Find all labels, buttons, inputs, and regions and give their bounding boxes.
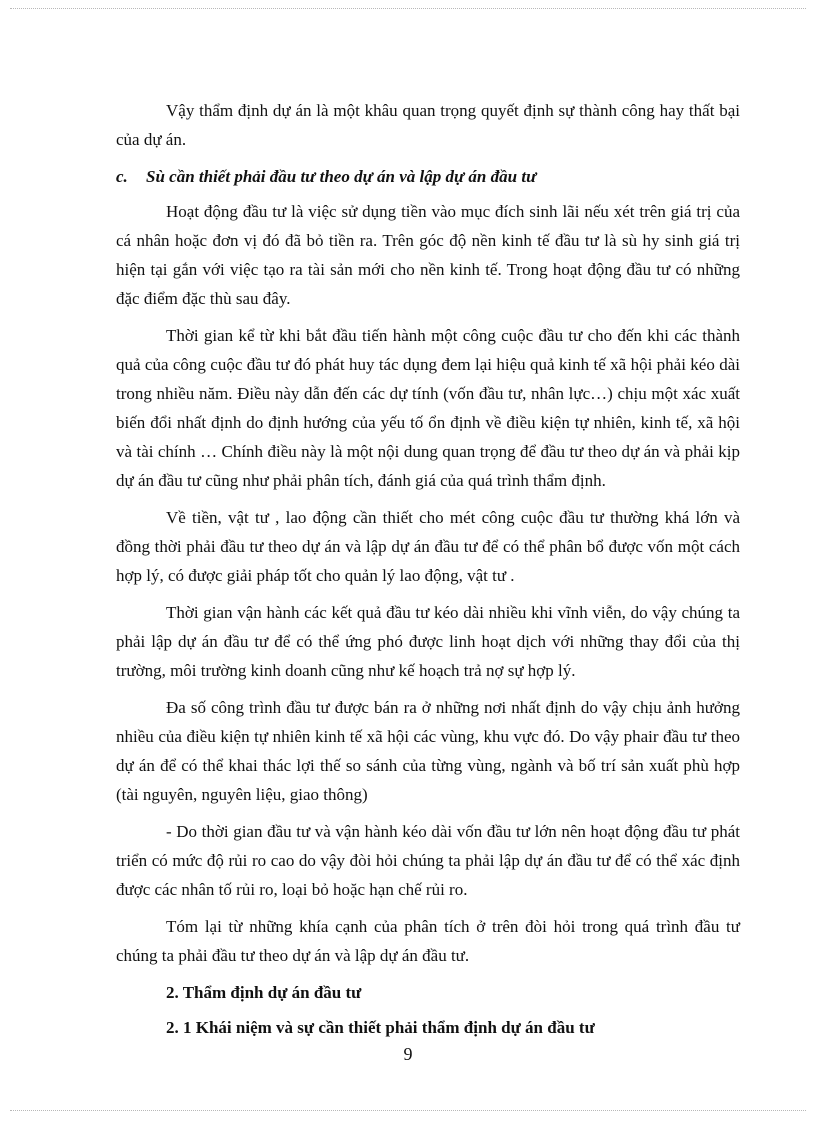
paragraph-1: Vậy thẩm định dự án là một khâu quan trọng quyết định sự thành công hay thất bại của dự án. bbox=[116, 101, 740, 149]
paragraph-8: Tóm lại từ những khía cạnh của phân tích ở trên đòi hỏi trong quá trình đầu tư chúng ta phải đầu tư theo dự án và lập dự án đầu tư. bbox=[116, 917, 740, 965]
paragraph-2: Hoạt động đầu tư là việc sử dụng tiền vào mục đích sinh lãi nếu xét trên giá trị của cá nhân hoặc đơn vị đó đã bỏ tiền ra. Trên góc độ nền kinh tế đầu tư là sù hy sinh giá trị hiện tại gắn với việc tạo ra tài sản mới cho nền kinh tế. Trong hoạt động đầu tư có những đặc điểm đặc thù sau đây. bbox=[116, 202, 740, 308]
subheading-marker: c. bbox=[116, 167, 128, 186]
paragraph-4: Về tiền, vật tư , lao động cần thiết cho mét công cuộc đầu tư thường khá lớn và đồng thời phải đầu tư theo dự án và lập dự án đầu tư để có thể phân bổ được vốn một cách hợp lý, có được giải pháp tốt cho quản lý lao động, vật tư . bbox=[116, 508, 740, 585]
page-number: 9 bbox=[403, 1044, 413, 1064]
subheading-text: Sù cần thiết phải đầu tư theo dự án và lập dự án đầu tư bbox=[146, 167, 537, 186]
paragraph-5: Thời gian vận hành các kết quả đầu tư kéo dài nhiều khi vĩnh viễn, do vậy chúng ta phải lập dự án đầu tư để có thể ứng phó được linh hoạt dịch với những thay đổi của thị trường, môi trường kinh doanh cũng như kế hoạch trả nợ sự hợp lý. bbox=[116, 603, 740, 680]
paragraph-6: Đa số công trình đầu tư được bán ra ở những nơi nhất định do vậy chịu ảnh hưởng nhiều của điều kiện tự nhiên kinh tế xã hội các vùng, khu vực đó. Do vậy phair đầu tư theo dự án để có thể khai thác lợi thế so sánh của từng vùng, ngành và bố trí sản xuất phù hợp (tài nguyên, nguyên liệu, giao thông) bbox=[116, 698, 740, 804]
paragraph-3: Thời gian kể từ khi bắt đầu tiến hành một công cuộc đầu tư cho đến khi các thành quả của công cuộc đầu tư đó phát huy tác dụng đem lại hiệu quả kinh tế xã hội phải kéo dài trong nhiều năm. Điều này dẫn đến các dự tính (vốn đầu tư, nhân lực…) chịu một xác xuất biến đổi nhất định do định hướng của yếu tố ổn định về điều kiện tự nhiên, kinh tế, xã hội và tài chính … Chính điều này là một nội dung quan trọng để đầu tư theo dự án và phải kịp dự án đầu tư cũng như phải phân tích, đánh giá của quá trình thẩm định. bbox=[116, 326, 740, 490]
paragraph-7: - Do thời gian đầu tư và vận hành kéo dài vốn đầu tư lớn nên hoạt động đầu tư phát triển có mức độ rủi ro cao do vậy đòi hỏi chúng ta phải lập dự án đầu tư để có thể xác định được các nhân tố rủi ro, loại bỏ hoặc hạn chế rủi ro. bbox=[116, 822, 740, 899]
subheading-c bbox=[116, 162, 740, 191]
bottom-dotted-border bbox=[10, 1110, 806, 1111]
section-heading-2-1: 2. 1 Khái niệm và sự cần thiết phải thẩm định dự án đầu tư bbox=[166, 1018, 595, 1037]
section-heading-2: 2. Thẩm định dự án đầu tư bbox=[166, 983, 362, 1002]
page-content bbox=[116, 96, 740, 1042]
top-dotted-border bbox=[10, 8, 806, 9]
